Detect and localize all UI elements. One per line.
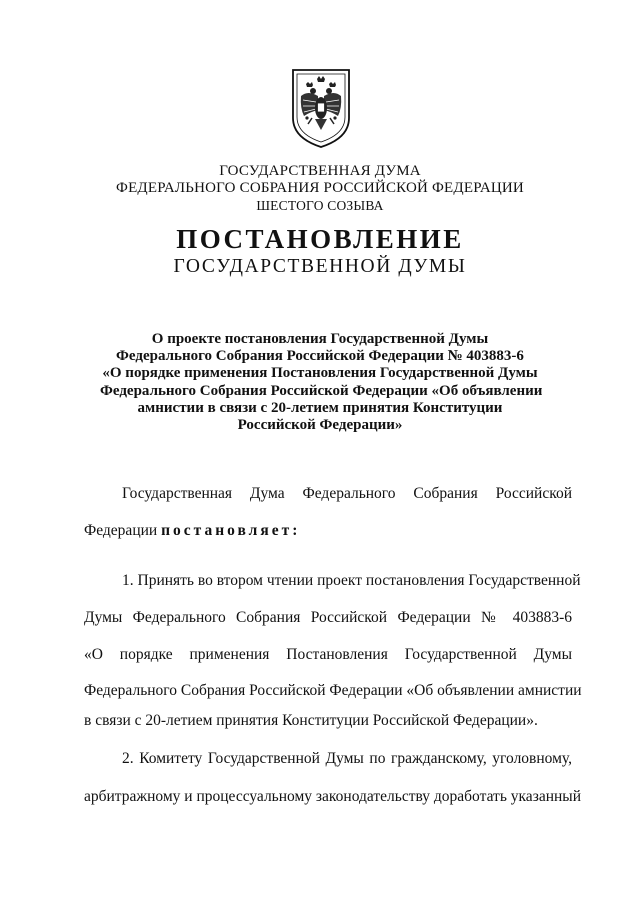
resolves-keyword: постановляет: (161, 522, 301, 539)
paragraph-1-line: 1. Принять во втором чтении проект постановления Государственной (122, 572, 581, 589)
paragraph-1-line: Думы Федерального Собрания Российской Федерации № 403883-6 (84, 609, 572, 626)
document-type-title: ПОСТАНОВЛЕНИЕ (176, 224, 464, 254)
subject-line: О проекте постановления Государственной Думы (151, 331, 489, 347)
paragraph-2-line: арбитражному и процессуальному законодательству доработать указанный (84, 788, 581, 805)
subject-line: «О порядке применения Постановления Государственной Думы (102, 365, 538, 382)
preamble-line-1: Государственная Дума Федерального Собрания Российской (122, 485, 572, 502)
paragraph-1-line: в связи с 20-летием принятия Конституции Российской Федерации». (84, 712, 538, 729)
header-line-1: ГОСУДАРСТВЕННАЯ ДУМА (219, 163, 421, 179)
header-line-3: ШЕСТОГО СОЗЫВА (256, 198, 384, 213)
coat-of-arms-icon (288, 66, 354, 150)
header-line-2: ФЕДЕРАЛЬНОГО СОБРАНИЯ РОССИЙСКОЙ ФЕДЕРАЦИИ (116, 180, 524, 196)
document-issuer-title: ГОСУДАРСТВЕННОЙ ДУМЫ (173, 256, 467, 277)
document-subject (100, 331, 543, 434)
paragraph-2-line: 2. Комитету Государственной Думы по гражданскому, уголовному, (122, 750, 572, 767)
preamble-text: Федерации (84, 522, 162, 539)
subject-line: Федерального Собрания Российской Федерации «Об объявлении (100, 382, 543, 399)
paragraph-1-line: Федерального Собрания Российской Федерации «Об объявлении амнистии (84, 682, 582, 699)
subject-line: Российской Федерации» (237, 417, 403, 434)
preamble-line-2 (84, 522, 572, 540)
paragraph-1-line: «О порядке применения Постановления Государственной Думы (84, 646, 572, 663)
subject-line: Федерального Собрания Российской Федерации № 403883-6 (116, 348, 524, 365)
subject-line: амнистии в связи с 20-летием принятия Конституции (137, 399, 503, 416)
